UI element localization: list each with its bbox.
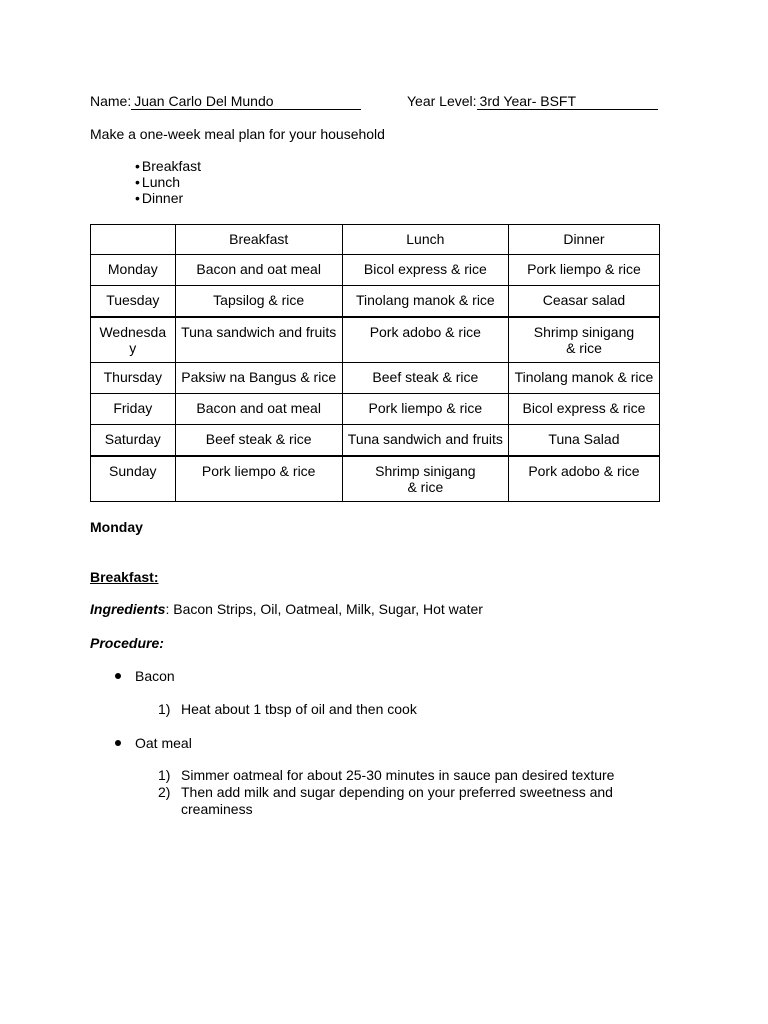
breakfast-cell: Tapsilog & rice [175, 286, 342, 317]
lunch-cell: Beef steak & rice [342, 363, 508, 394]
day-cell: Tuesday [91, 286, 176, 317]
lunch-cell: Pork liempo & rice [342, 394, 508, 425]
meal-type-item: • Dinner [135, 190, 201, 206]
name-value: Juan Carlo Del Mundo [134, 93, 274, 109]
breakfast-cell: Beef steak & rice [175, 425, 342, 456]
meal-plan-table [90, 224, 660, 502]
day-cell: Saturday [91, 425, 176, 456]
oatmeal-step: Then add milk and sugar depending on your preferred sweetness and creaminess [181, 784, 613, 817]
dinner-cell: Shrimp sinigang & rice [508, 317, 659, 363]
oatmeal-step: Simmer oatmeal for about 25-30 minutes in sauce pan desired texture [181, 767, 615, 783]
dinner-cell: Bicol express & rice [508, 394, 659, 425]
lunch-cell: Shrimp sinigang & rice [342, 456, 508, 502]
day-cell: Sunday [91, 456, 176, 502]
name-label: Name: [90, 93, 132, 109]
day-heading: Monday [90, 519, 143, 535]
name-field [90, 93, 361, 110]
meal-type-item: • Lunch [135, 174, 201, 190]
breakfast-cell: Pork liempo & rice [175, 456, 342, 502]
step-number: 1) [158, 701, 171, 717]
meal-type-item: • Breakfast [135, 158, 201, 174]
ingredients-line [90, 601, 483, 617]
table-header-cell: Breakfast [175, 225, 342, 255]
meal-heading: Breakfast: [90, 569, 159, 585]
dinner-cell: Ceasar salad [508, 286, 659, 317]
day-cell-text: Wednesday [99, 323, 167, 356]
bacon-step: Heat about 1 tbsp of oil and then cook [181, 701, 417, 717]
lunch-cell: Pork adobo & rice [342, 317, 508, 363]
meal-type-list [135, 158, 201, 206]
table-header-cell [91, 225, 176, 255]
day-cell: Friday [91, 394, 176, 425]
step-number: 1) [158, 767, 171, 783]
ingredients-label: Ingredients [90, 601, 166, 617]
table-row [91, 255, 660, 286]
year-level-value: 3rd Year- BSFT [479, 93, 577, 109]
table-row [91, 317, 660, 363]
instruction-text: Make a one-week meal plan for your household [90, 126, 385, 142]
breakfast-cell: Paksiw na Bangus & rice [175, 363, 342, 394]
bullet-dot-icon [115, 740, 121, 746]
table-row [91, 425, 660, 456]
lunch-cell: Bicol express & rice [342, 255, 508, 286]
table-row [91, 363, 660, 394]
year-level-field [407, 93, 658, 110]
procedure-heading: Procedure: [90, 635, 164, 651]
dinner-cell: Tinolang manok & rice [508, 363, 659, 394]
dinner-cell: Pork adobo & rice [508, 456, 659, 502]
step-number: 2) [158, 784, 171, 800]
bacon-label: Bacon [135, 668, 175, 684]
table-row [91, 456, 660, 502]
ingredients-text: : Bacon Strips, Oil, Oatmeal, Milk, Sugar, Hot water [165, 601, 483, 617]
breakfast-cell: Tuna sandwich and fruits [175, 317, 342, 363]
day-cell: Monday [91, 255, 176, 286]
dinner-cell: Tuna Salad [508, 425, 659, 456]
table-header-cell: Lunch [342, 225, 508, 255]
table-row [91, 286, 660, 317]
oatmeal-label: Oat meal [135, 735, 192, 751]
year-level-label: Year Level: [407, 93, 477, 109]
lunch-cell: Tuna sandwich and fruits [342, 425, 508, 456]
lunch-cell: Tinolang manok & rice [342, 286, 508, 317]
bullet-dot-icon [115, 673, 121, 679]
dinner-cell: Pork liempo & rice [508, 255, 659, 286]
breakfast-cell: Bacon and oat meal [175, 394, 342, 425]
table-header-cell: Dinner [508, 225, 659, 255]
breakfast-cell: Bacon and oat meal [175, 255, 342, 286]
day-cell: Thursday [91, 363, 176, 394]
table-row [91, 394, 660, 425]
table-header-row [91, 225, 660, 255]
day-cell [91, 317, 176, 363]
